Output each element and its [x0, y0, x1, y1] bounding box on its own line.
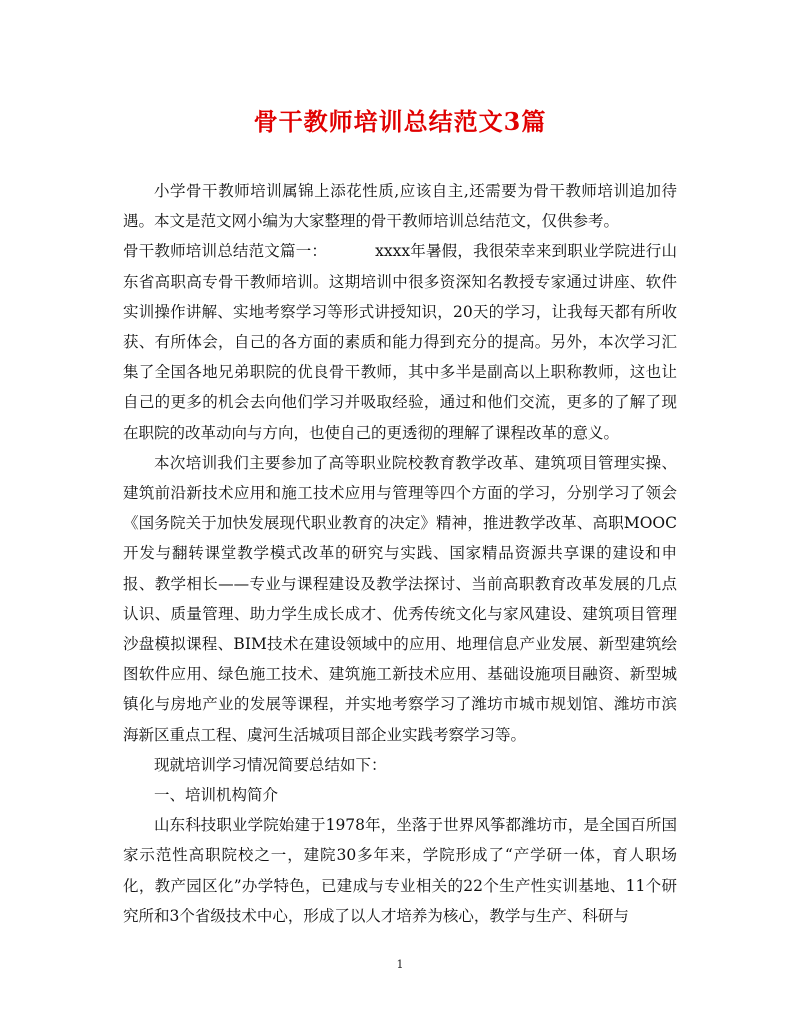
intro-paragraph: 小学骨干教师培训属锦上添花性质,应该自主,还需要为骨干教师培训追加待遇。本文是范文网小编为大家整理的骨干教师培训总结范文，仅供参考。 — [123, 182, 677, 231]
document-title: 骨干教师培训总结范文3篇 — [253, 107, 547, 136]
page-number: 1 — [396, 958, 404, 971]
section-one-text: xxxx年暑假，我很荣幸来到职业学院进行山东省高职高专骨干教师培训。这期培训中很多资深知名教授专家通过讲座、软件实训操作讲解、实地考察学习等形式讲授知识，20天的学习，让我每天都有所收获、有所体会，自己的各方面的素质和能力得到充分的提高。另外，本次学习汇集了全国各地兄弟职院的优良骨干教师，其中多半是副高以上职称教师，这也让自己的更多的机会去向他们学习并吸取经验，通过和他们交流，更多的了解了现在职院的改革动向与方向，也使自己的更透彻的理解了课程改革的意义。 — [123, 242, 677, 442]
document-body — [123, 176, 677, 931]
summary-intro-paragraph: 现就培训学习情况简要总结如下： — [154, 755, 387, 774]
section-one-label: 骨干教师培训总结范文篇一： — [123, 242, 328, 261]
section-heading-institution: 一、培训机构简介 — [154, 786, 279, 805]
section-one-paragraph — [123, 236, 677, 447]
training-content-paragraph: 本次培训我们主要参加了高等职业院校教育教学改革、建筑项目管理实操、建筑前沿新技术应用和施工技术应用与管理等四个方面的学习，分别学习了领会《国务院关于加快发展现代职业教育的决定》精神，推进教学改革、高职MOOC开发与翻转课堂教学模式改革的研究与实践、国家精品资源共享课的建设和申报、教学相长——专业与课程建设及教学法探讨、当前高职教育改革发展的几点认识、质量管理、助力学生成长成才、优秀传统文化与家风建设、建筑项目管理沙盘模拟课程、BIM技术在建设领域中的应用、地理信息产业发展、新型建筑绘图软件应用、绿色施工技术、建筑施工新技术应用、基础设施项目融资、新型城镇化与房地产业的发展等课程，并实地考察学习了潍坊市城市规划馆、潍坊市滨海新区重点工程、虞河生活城项目部企业实践考察学习等。 — [123, 453, 677, 744]
institution-paragraph: 山东科技职业学院始建于1978年，坐落于世界风筝都潍坊市，是全国百所国家示范性高职院校之一，建院30多年来，学院形成了“产学研一体，育人职场化，教产园区化”办学特色，已建成与专业相关的22个生产性实训基地、11个研究所和3个省级技术中心，形成了以人才培养为核心，教学与生产、科研与 — [123, 816, 677, 925]
